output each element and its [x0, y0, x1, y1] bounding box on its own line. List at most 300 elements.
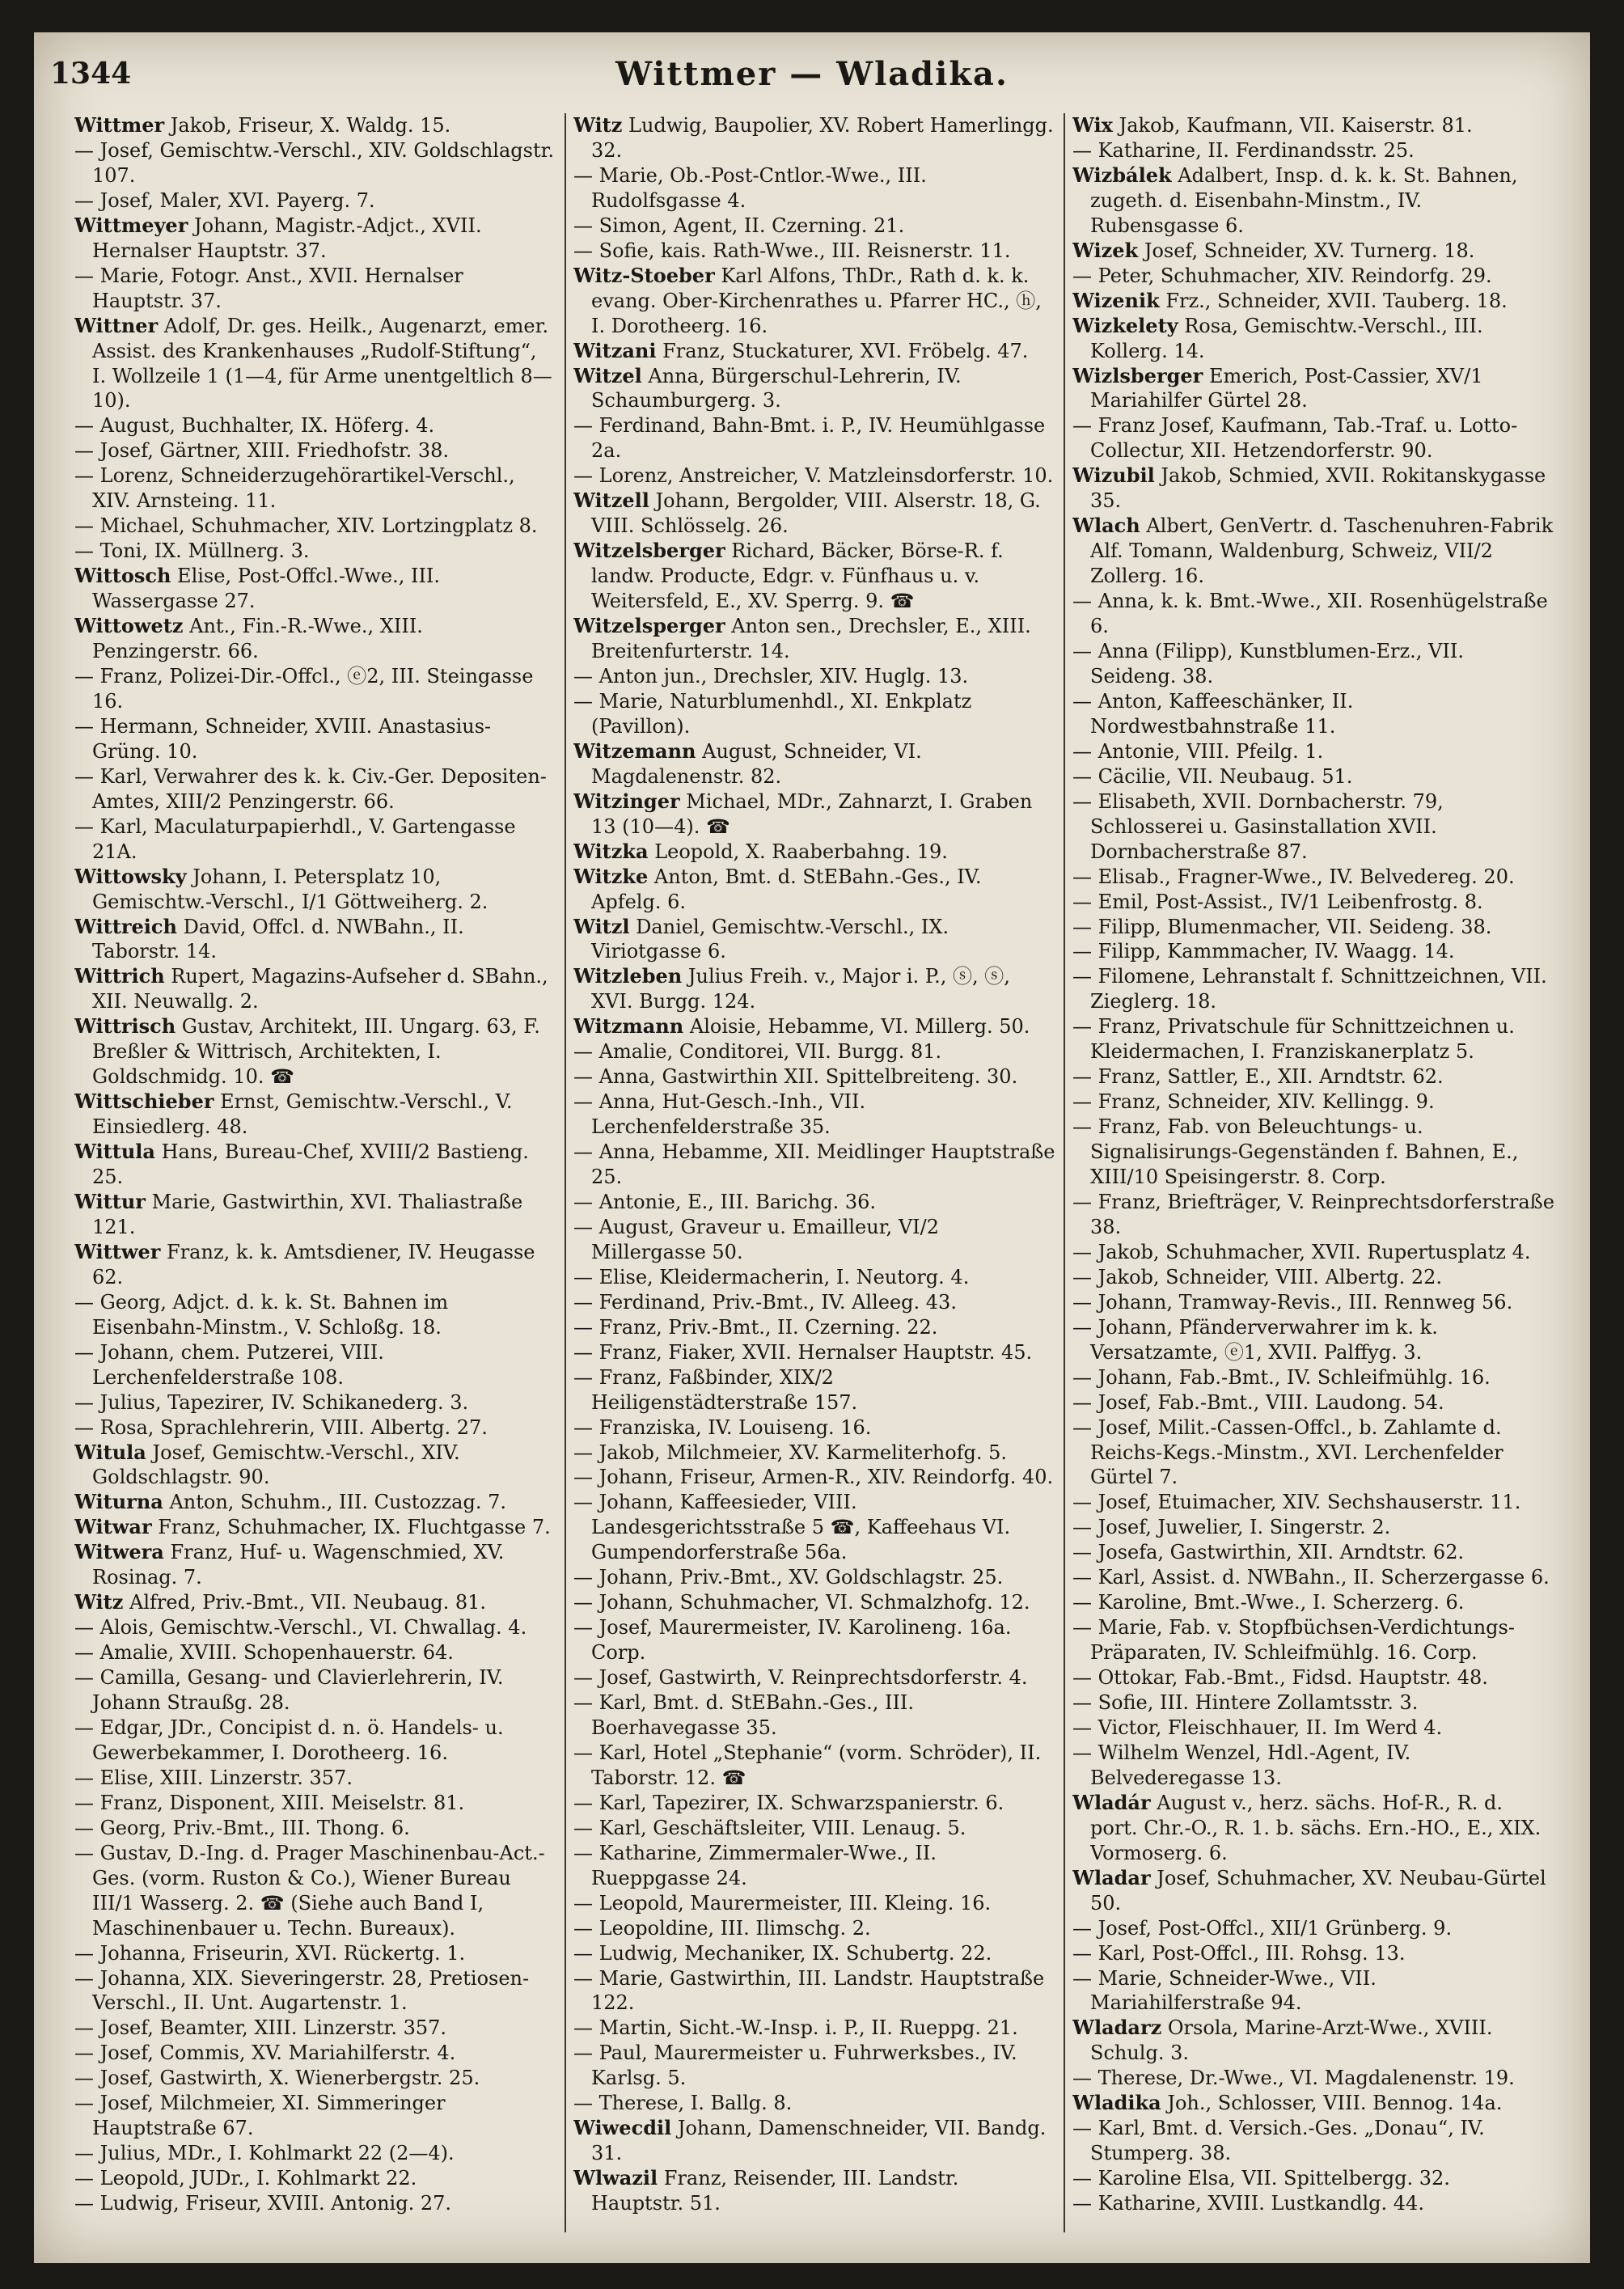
- entry-surname: Witzl: [573, 914, 630, 938]
- entry-text: — Anna, Gastwirthin XII. Spittelbreiteng. 30.: [573, 1065, 1018, 1089]
- entry-text: Albert, GenVertr. d. Taschenuhren-Fabrik Alf. Tomann, Waldenburg, Schweiz, VII/2 Zollerg. 16.: [1090, 514, 1554, 588]
- directory-entry: [573, 1415, 1055, 1441]
- directory-entry: [1072, 1515, 1554, 1540]
- directory-entry: [1072, 1089, 1554, 1115]
- directory-entry: [74, 2091, 556, 2141]
- entry-text: Anton, Schuhm., III. Custozzag. 7.: [169, 1491, 507, 1514]
- directory-entry: [74, 1640, 556, 1665]
- directory-entry: [573, 1841, 1055, 1891]
- entry-text: — Ottokar, Fab.-Bmt., Fidsd. Hauptstr. 48.: [1072, 1666, 1488, 1690]
- directory-entry: [1072, 413, 1554, 463]
- directory-entry: [74, 1716, 556, 1766]
- directory-entry: [74, 1140, 556, 1190]
- directory-entry: [1072, 1565, 1554, 1590]
- directory-entry: [573, 1190, 1055, 1215]
- directory-entry: [573, 865, 1055, 915]
- directory-entry: [573, 1014, 1055, 1039]
- directory-entry: [1072, 915, 1554, 940]
- entry-surname: Wizek: [1072, 238, 1139, 262]
- directory-entry: [1072, 163, 1554, 239]
- entry-text: — Elisabeth, XVII. Dornbacherstr. 79, Schlosserei u. Gasinstallation XVII. Dornbacherstraße 87.: [1072, 789, 1444, 863]
- entry-text: — Franz, Fab. von Beleuchtungs- u. Signalisirungs-Gegenständen f. Bahnen, E., XIII/10 Speisingerstr. 8. Corp.: [1072, 1115, 1519, 1189]
- directory-entry: [573, 915, 1055, 965]
- directory-entry: [573, 1891, 1055, 1916]
- entry-text: — Jakob, Schneider, VIII. Albertg. 22.: [1072, 1265, 1443, 1288]
- entry-surname: Witz: [74, 1590, 124, 1614]
- page-header: [34, 57, 1590, 113]
- directory-entry: [573, 1365, 1055, 1415]
- directory-entry: [74, 2166, 556, 2191]
- directory-entry: [74, 1615, 556, 1640]
- directory-entry: [573, 264, 1055, 339]
- entry-text: — Josef, Post-Offcl., XII/1 Grünberg. 9.: [1072, 1916, 1453, 1940]
- entry-text: Daniel, Gemischtw.-Verschl., IX. Viriotgasse 6.: [591, 915, 949, 963]
- directory-entry: [1072, 890, 1554, 915]
- directory-entry: [573, 1966, 1055, 2016]
- entry-text: — Karl, Tapezirer, IX. Schwarzspanierstr. 6.: [573, 1791, 1004, 1814]
- columns-area: [74, 113, 1554, 2232]
- directory-entry: [573, 1441, 1055, 1466]
- entry-text: — Amalie, Conditorei, VII. Burgg. 81.: [573, 1040, 942, 1064]
- entry-text: — Wilhelm Wenzel, Hdl.-Agent, IV. Belvederegasse 13.: [1072, 1741, 1411, 1789]
- directory-entry: [573, 1089, 1055, 1140]
- entry-text: — Franz, Priv.-Bmt., II. Czerning. 22.: [573, 1315, 938, 1339]
- directory-entry: [1072, 239, 1554, 264]
- directory-entry: [573, 1565, 1055, 1590]
- directory-entry: [1072, 939, 1554, 964]
- directory-entry: [1072, 2066, 1554, 2091]
- directory-entry: [573, 113, 1055, 163]
- directory-entry: [74, 1791, 556, 1816]
- entry-text: Franz, Reisender, III. Landstr. Hauptstr. 51.: [591, 2167, 959, 2215]
- entry-text: — Franz, Disponent, XIII. Meiselstr. 81.: [74, 1791, 465, 1814]
- directory-entry: [573, 964, 1055, 1014]
- entry-surname: Witzelsberger: [573, 539, 725, 563]
- entry-surname: Wittosch: [74, 564, 171, 588]
- entry-text: — Karl, Bmt. d. Versich.-Ges. „Donau“, IV. Stumperg. 38.: [1072, 2117, 1485, 2165]
- directory-entry: [74, 314, 556, 414]
- entry-text: — Georg, Adjct. d. k. k. St. Bahnen im Eisenbahn-Minstm., V. Schloßg. 18.: [74, 1290, 449, 1339]
- entry-surname: Witzmann: [573, 1014, 684, 1039]
- entry-text: Johann, I. Petersplatz 10, Gemischtw.-Verschl., I/1 Göttweiherg. 2.: [92, 865, 488, 913]
- directory-entry: [573, 2091, 1055, 2116]
- directory-entry: [573, 1039, 1055, 1064]
- entry-text: — Amalie, XVIII. Schopenhauerstr. 64.: [74, 1641, 454, 1665]
- directory-entry: [74, 2191, 556, 2216]
- directory-entry: [1072, 138, 1554, 163]
- entry-surname: Wizenik: [1072, 288, 1160, 312]
- directory-entry: [1072, 1690, 1554, 1716]
- entry-text: — Josef, Fab.-Bmt., VIII. Laudong. 54.: [1072, 1390, 1444, 1414]
- entry-text: Anton, Bmt. d. StEBahn.-Ges., IV. Apfelg. 6.: [591, 865, 982, 913]
- directory-entry: [1072, 1665, 1554, 1690]
- entry-surname: Wittowsky: [74, 864, 187, 888]
- directory-entry: [1072, 1540, 1554, 1565]
- directory-entry: [1072, 1064, 1554, 1089]
- directory-entry: [1072, 2116, 1554, 2166]
- directory-entry: [1072, 2166, 1554, 2191]
- directory-entry: [573, 1064, 1055, 1089]
- entry-text: — Alois, Gemischtw.-Verschl., VI. Chwallag. 4.: [74, 1616, 527, 1640]
- directory-entry: [573, 2116, 1055, 2166]
- entry-text: Adalbert, Insp. d. k. k. St. Bahnen, zugeth. d. Eisenbahn-Minstm., IV. Rubensgasse 6.: [1090, 163, 1518, 237]
- directory-entry: [1072, 1315, 1554, 1365]
- entry-text: — Martin, Sicht.-W.-Insp. i. P., II. Rueppg. 21.: [573, 2016, 1018, 2040]
- entry-surname: Witzelsperger: [573, 614, 725, 638]
- entry-text: Franz, Stuckaturer, XVI. Fröbelg. 47.: [662, 339, 1029, 362]
- entry-text: Johann, Magistr.-Adjct., XVII. Hernalser Hauptstr. 37.: [92, 214, 482, 262]
- directory-entry: [1072, 739, 1554, 764]
- entry-surname: Witzell: [573, 489, 649, 513]
- directory-entry: [1072, 1966, 1554, 2016]
- directory-entry: [573, 664, 1055, 689]
- directory-entry: [1072, 2191, 1554, 2216]
- directory-entry: [1072, 1866, 1554, 1916]
- entry-text: — Hermann, Schneider, XVIII. Anastasius-Grüng. 10.: [74, 714, 492, 763]
- directory-entry: [74, 539, 556, 564]
- entry-text: — Johann, chem. Putzerei, VIII. Lerchenfelderstraße 108.: [74, 1340, 384, 1389]
- entry-surname: Witz: [573, 113, 623, 137]
- entry-surname: Wittowetz: [74, 614, 184, 638]
- entry-text: — Johanna, Friseurin, XVI. Rückertg. 1.: [74, 1941, 466, 1965]
- entry-text: — Josef, Milit.-Cassen-Offcl., b. Zahlamte d. Reichs-Kegs.-Minstm., XVI. Lerchenfelder Gürtel 7.: [1072, 1415, 1503, 1489]
- directory-entry: [1072, 1716, 1554, 1741]
- entry-text: Joh., Schlosser, VIII. Bennog. 14a.: [1167, 2092, 1503, 2115]
- directory-entry: [74, 413, 556, 438]
- entry-text: — Michael, Schuhmacher, XIV. Lortzingplatz 8.: [74, 514, 538, 538]
- entry-surname: Wittula: [74, 1140, 155, 1164]
- entry-text: Leopold, X. Raaberbahng. 19.: [654, 840, 948, 863]
- entry-text: — Gustav, D.-Ing. d. Prager Maschinenbau-Act.-Ges. (vorm. Ruston & Co.), Wiener Bureau III/1 Wasserg. 2. ☎ (Siehe auch Band I, Maschinenbauer u. Techn. Bureaux).: [74, 1841, 545, 1940]
- entry-text: David, Offcl. d. NWBahn., II. Taborstr. 14.: [92, 915, 464, 963]
- entry-text: — Marie, Fab. v. Stopfbüchsen-Verdichtungs-Präparaten, IV. Schleifmühlg. 16. Corp.: [1072, 1616, 1515, 1665]
- entry-text: — Marie, Schneider-Wwe., VII. Mariahilferstraße 94.: [1072, 1966, 1377, 2015]
- directory-entry: [74, 1190, 556, 1240]
- entry-text: — Franz, Schneider, XIV. Kellingg. 9.: [1072, 1090, 1435, 1114]
- entry-surname: Witzinger: [573, 789, 680, 813]
- entry-text: Frz., Schneider, XVII. Tauberg. 18.: [1165, 289, 1508, 312]
- entry-text: — Ludwig, Mechaniker, IX. Schubertg. 22.: [573, 1941, 992, 1965]
- entry-text: — Antonie, E., III. Barichg. 36.: [573, 1190, 876, 1213]
- entry-surname: Wlach: [1072, 514, 1140, 538]
- entry-surname: Wiwecdil: [573, 2116, 672, 2140]
- entry-text: — Marie, Gastwirthin, III. Landstr. Hauptstraße 122.: [573, 1966, 1045, 2015]
- entry-text: — Karl, Bmt. d. StEBahn.-Ges., III. Boerhavegasse 35.: [573, 1691, 915, 1739]
- directory-entry: [74, 1415, 556, 1441]
- entry-surname: Witula: [74, 1440, 146, 1464]
- directory-entry: [74, 1941, 556, 1966]
- entry-text: — Anton jun., Drechsler, XIV. Huglg. 13.: [573, 664, 969, 688]
- entry-text: — Josefa, Gastwirthin, XII. Arndtstr. 62.: [1072, 1541, 1465, 1564]
- entry-text: Marie, Gastwirthin, XVI. Thaliastraße 121.: [92, 1190, 523, 1238]
- entry-text: — Katharine, Zimmermaler-Wwe., II. Rueppgasse 24.: [573, 1841, 937, 1889]
- directory-entry: [573, 1791, 1055, 1816]
- entry-surname: Wizkelety: [1072, 313, 1178, 337]
- entry-text: — Johann, Schuhmacher, VI. Schmalzhofg. 12.: [573, 1591, 1030, 1614]
- directory-entry: [573, 463, 1055, 489]
- entry-text: — Cäcilie, VII. Neubaug. 51.: [1072, 764, 1353, 788]
- directory-entry: [74, 1540, 556, 1590]
- directory-entry: [1072, 789, 1554, 865]
- entry-text: Hans, Bureau-Chef, XVIII/2 Bastieng. 25.: [92, 1140, 529, 1189]
- entry-text: Jakob, Kaufmann, VII. Kaiserstr. 81.: [1119, 114, 1473, 137]
- entry-text: — Karl, Post-Offcl., III. Rohsg. 13.: [1072, 1941, 1406, 1965]
- entry-text: — Anna, k. k. Bmt.-Wwe., XII. Rosenhügelstraße 6.: [1072, 590, 1548, 638]
- directory-entry: [74, 514, 556, 539]
- entry-text: — Ludwig, Friseur, XVIII. Antonig. 27.: [74, 2192, 452, 2215]
- entry-text: — Franz, Faßbinder, XIX/2 Heiligenstädterstraße 157.: [573, 1365, 858, 1414]
- directory-entry: [573, 2016, 1055, 2041]
- directory-entry: [74, 1665, 556, 1716]
- entry-text: — Anton, Kaffeeschänker, II. Nordwestbahnstraße 11.: [1072, 689, 1354, 738]
- entry-text: — Josef, Maurermeister, IV. Karolineng. 16a. Corp.: [573, 1616, 1012, 1665]
- directory-entry: [74, 1390, 556, 1415]
- entry-text: — Franz, Privatschule für Schnittzeichnen u. Kleidermachen, I. Franziskanerplatz 5.: [1072, 1015, 1515, 1064]
- entry-surname: Witzani: [573, 338, 657, 362]
- directory-entry: [573, 1215, 1055, 1265]
- entry-text: Anton sen., Drechsler, E., XIII. Breitenfurterstr. 14.: [591, 615, 1031, 663]
- entry-surname: Wladár: [1072, 1790, 1151, 1814]
- entry-text: — Johann, Kaffeesieder, VIII. Landesgerichtsstraße 5 ☎, Kaffeehaus VI. Gumpendorferstraße 56a.: [573, 1491, 1011, 1564]
- directory-entry: [74, 1966, 556, 2016]
- entry-text: Ludwig, Baupolier, XV. Robert Hamerlingg. 32.: [591, 114, 1054, 162]
- entry-surname: Wittmeyer: [74, 213, 188, 237]
- directory-entry: [74, 214, 556, 264]
- directory-entry: [74, 2141, 556, 2166]
- entry-text: — Josef, Juwelier, I. Singerstr. 2.: [1072, 1516, 1391, 1539]
- directory-entry: [573, 1590, 1055, 1615]
- entry-text: — Franziska, IV. Louiseng. 16.: [573, 1415, 872, 1439]
- entry-surname: Witurna: [74, 1490, 163, 1514]
- entry-text: — Julius, MDr., I. Kohlmarkt 22 (2—4).: [74, 2142, 455, 2165]
- entry-text: Johann, Damenschneider, VII. Bandg. 31.: [591, 2117, 1047, 2165]
- entry-surname: Wladika: [1072, 2091, 1161, 2115]
- entry-surname: Witwera: [74, 1540, 164, 1564]
- directory-entry: [573, 413, 1055, 463]
- entry-text: — August, Graveur u. Emailleur, VI/2 Millergasse 50.: [573, 1215, 939, 1263]
- entry-text: — Ferdinand, Priv.-Bmt., IV. Alleeg. 43.: [573, 1290, 957, 1314]
- directory-entry: [573, 364, 1055, 414]
- directory-entry: [74, 463, 556, 514]
- directory-entry: [1072, 364, 1554, 414]
- directory-entry: [74, 964, 556, 1014]
- entry-text: Ant., Fin.-R.-Wwe., XIII. Penzingerstr. 66.: [92, 615, 423, 663]
- entry-text: — Sofie, III. Hintere Zollamtsstr. 3.: [1072, 1691, 1419, 1715]
- entry-surname: Wittrich: [74, 964, 165, 988]
- entry-text: — Elise, XIII. Linzerstr. 357.: [74, 1766, 353, 1789]
- column-2: [573, 113, 1055, 2232]
- entry-text: — Josef, Gastwirth, X. Wienerbergstr. 25.: [74, 2067, 480, 2090]
- directory-entry: [74, 1841, 556, 1941]
- entry-text: — Therese, I. Ballg. 8.: [573, 2092, 793, 2115]
- entry-text: Gustav, Architekt, III. Ungarg. 63, F. Breßler & Wittrisch, Architekten, I. Goldschmidg. 10. ☎: [92, 1015, 540, 1089]
- directory-entry: [573, 239, 1055, 264]
- entry-text: — Rosa, Sprachlehrerin, VIII. Albertg. 27.: [74, 1415, 488, 1439]
- entry-text: — Julius, Tapezirer, IV. Schikanederg. 3.: [74, 1390, 469, 1414]
- directory-entry: [573, 1315, 1055, 1340]
- directory-entry: [74, 1014, 556, 1089]
- directory-page: [34, 32, 1590, 2263]
- directory-entry: [1072, 865, 1554, 890]
- entry-surname: Witzel: [573, 363, 642, 387]
- entry-text: — Karl, Assist. d. NWBahn., II. Scherzergasse 6.: [1072, 1566, 1550, 1589]
- directory-entry: [573, 163, 1055, 214]
- directory-entry: [74, 1089, 556, 1140]
- entry-text: Jakob, Schmied, XVII. Rokitanskygasse 35.: [1090, 464, 1546, 513]
- entry-surname: Wittreich: [74, 914, 177, 938]
- entry-text: — Toni, IX. Müllnerg. 3.: [74, 539, 310, 563]
- entry-text: — Franz, Briefträger, V. Reinprechtsdorferstraße 38.: [1072, 1190, 1554, 1238]
- directory-entry: [1072, 1115, 1554, 1190]
- directory-entry: [74, 1515, 556, 1540]
- entry-text: — Karl, Geschäftsleiter, VIII. Lenaug. 5.: [573, 1816, 966, 1839]
- entry-text: — Johann, Tramway-Revis., III. Rennweg 56.: [1072, 1290, 1513, 1314]
- directory-entry: [74, 564, 556, 614]
- entry-text: — Leopold, Maurermeister, III. Kleing. 16.: [573, 1891, 992, 1915]
- directory-entry: [573, 1490, 1055, 1565]
- entry-surname: Wizlsberger: [1072, 363, 1203, 387]
- entry-text: — Sofie, kais. Rath-Wwe., III. Reisnerstr. 11.: [573, 239, 1011, 262]
- entry-text: — Franz, Fiaker, XVII. Hernalser Hauptstr. 45.: [573, 1340, 1033, 1364]
- entry-text: — Anna, Hebamme, XII. Meidlinger Hauptstraße 25.: [573, 1140, 1055, 1189]
- directory-entry: [74, 264, 556, 314]
- entry-text: Richard, Bäcker, Börse-R. f. landw. Producte, Edgr. v. Fünfhaus u. v. Weitersfeld, E., XV. Sperrg. 9. ☎: [591, 539, 1004, 613]
- directory-entry: [573, 689, 1055, 739]
- entry-text: Adolf, Dr. ges. Heilk., Augenarzt, emer. Assist. des Krankenhauses „Rudolf-Stiftung“, I. Wollzeile 1 (1—4, für Arme unentgeltlich 8—10).: [92, 314, 552, 413]
- entry-surname: Wittrisch: [74, 1014, 176, 1039]
- directory-entry: [74, 138, 556, 188]
- directory-entry: [74, 1290, 556, 1340]
- directory-entry: [1072, 689, 1554, 739]
- directory-entry: [573, 489, 1055, 539]
- entry-text: Alfred, Priv.-Bmt., VII. Neubaug. 81.: [129, 1591, 487, 1614]
- directory-entry: [573, 1816, 1055, 1841]
- column-rule: [565, 113, 566, 2232]
- directory-entry: [1072, 1490, 1554, 1515]
- entry-text: — Johanna, XIX. Sieveringerstr. 28, Pretiosen-Verschl., II. Unt. Augartenstr. 1.: [74, 1966, 530, 2015]
- entry-text: — Karl, Hotel „Stephanie“ (vorm. Schröder), II. Taborstr. 12. ☎: [573, 1741, 1042, 1789]
- directory-entry: [1072, 1390, 1554, 1415]
- running-head: Wittmer — Wladika.: [615, 55, 1009, 93]
- entry-text: — Emil, Post-Assist., IV/1 Leibenfrostg. 8.: [1072, 890, 1483, 913]
- entry-text: — Marie, Fotogr. Anst., XVII. Hernalser Hauptstr. 37.: [74, 264, 463, 312]
- entry-text: Ernst, Gemischtw.-Verschl., V. Einsiedlerg. 48.: [92, 1090, 513, 1139]
- entry-text: — Marie, Naturblumenhdl., XI. Enkplatz (Pavillon).: [573, 689, 972, 738]
- entry-surname: Wittschieber: [74, 1089, 214, 1114]
- entry-text: — Filomene, Lehranstalt f. Schnittzeichnen, VII. Zieglerg. 18.: [1072, 965, 1547, 1013]
- directory-entry: [1072, 639, 1554, 689]
- entry-text: — August, Buchhalter, IX. Höferg. 4.: [74, 414, 435, 438]
- entry-text: — Lorenz, Anstreicher, V. Matzleinsdorferstr. 10.: [573, 464, 1054, 488]
- entry-text: — Josef, Gärtner, XIII. Friedhofstr. 38.: [74, 439, 450, 463]
- entry-text: — Edgar, JDr., Concipist d. n. ö. Handels- u. Gewerbekammer, I. Dorotheerg. 16.: [74, 1716, 504, 1764]
- directory-entry: [573, 1465, 1055, 1490]
- entry-surname: Wittner: [74, 313, 159, 337]
- directory-entry: [1072, 264, 1554, 289]
- entry-text: Josef, Schneider, XV. Turnerg. 18.: [1144, 239, 1475, 262]
- entry-text: — Jakob, Milchmeier, XV. Karmeliterhofg. 5.: [573, 1441, 1008, 1464]
- directory-entry: [573, 739, 1055, 789]
- entry-surname: Wladarz: [1072, 2016, 1162, 2040]
- directory-entry: [74, 714, 556, 764]
- entry-surname: Witz-Stoeber: [573, 263, 715, 287]
- directory-entry: [573, 214, 1055, 239]
- entry-text: — Paul, Maurermeister u. Fuhrwerksbes., IV. Karlsg. 5.: [573, 2041, 1017, 2090]
- entry-text: Michael, MDr., Zahnarzt, I. Graben 13 (10—4). ☎: [591, 789, 1033, 838]
- entry-surname: Wittmer: [74, 113, 165, 137]
- entry-text: August v., herz. sächs. Hof-R., R. d. port. Chr.-O., R. 1. b. sächs. Ern.-HO., E., XIX. Vormoserg. 6.: [1090, 1791, 1542, 1864]
- directory-entry: [573, 1665, 1055, 1690]
- entry-text: — Therese, Dr.-Wwe., VI. Magdalenenstr. 19.: [1072, 2067, 1515, 2090]
- entry-text: — Katharine, II. Ferdinandsstr. 25.: [1072, 138, 1415, 162]
- entry-text: — Anna (Filipp), Kunstblumen-Erz., VII. Seideng. 38.: [1072, 640, 1464, 688]
- entry-text: — Anna, Hut-Gesch.-Inh., VII. Lerchenfelderstraße 35.: [573, 1090, 866, 1139]
- entry-text: — Karoline, Bmt.-Wwe., I. Scherzerg. 6.: [1072, 1591, 1465, 1614]
- entry-text: Emerich, Post-Cassier, XV/1 Mariahilfer Gürtel 28.: [1090, 364, 1483, 413]
- directory-entry: [1072, 463, 1554, 514]
- directory-entry: [74, 1441, 556, 1491]
- directory-entry: [573, 1615, 1055, 1665]
- entry-surname: Wittwer: [74, 1239, 161, 1263]
- entry-text: — Ferdinand, Bahn-Bmt. i. P., IV. Heumühlgasse 2a.: [573, 414, 1046, 463]
- entry-text: Franz, k. k. Amtsdiener, IV. Heugasse 62.: [92, 1240, 535, 1288]
- entry-text: — Victor, Fleischhauer, II. Im Werd 4.: [1072, 1716, 1443, 1739]
- directory-entry: [1072, 1240, 1554, 1265]
- directory-entry: [74, 1766, 556, 1791]
- directory-entry: [573, 1290, 1055, 1315]
- directory-entry: [1072, 314, 1554, 364]
- entry-text: Johann, Bergolder, VIII. Alserstr. 18, G. VIII. Schlösselg. 26.: [591, 489, 1041, 538]
- entry-text: — Leopoldine, III. Ilimschg. 2.: [573, 1916, 871, 1940]
- directory-entry: [74, 188, 556, 214]
- entry-text: Rosa, Gemischtw.-Verschl., III. Kollerg. 14.: [1090, 314, 1483, 362]
- page-number: 1344: [50, 57, 132, 91]
- directory-entry: [1072, 1014, 1554, 1064]
- directory-entry: [74, 2041, 556, 2066]
- directory-entry: [1072, 964, 1554, 1014]
- entry-text: — Johann, Fab.-Bmt., IV. Schleifmühlg. 16.: [1072, 1365, 1491, 1389]
- entry-surname: Wix: [1072, 113, 1113, 137]
- directory-entry: [74, 1590, 556, 1615]
- directory-entry: [1072, 1615, 1554, 1665]
- column-rule: [1064, 113, 1065, 2232]
- entry-text: — Franz, Polizei-Dir.-Offcl., ⓔ2, III. Steingasse 16.: [74, 664, 534, 713]
- entry-surname: Witzke: [573, 864, 649, 888]
- entry-surname: Wizbálek: [1072, 163, 1172, 187]
- directory-entry: [573, 1265, 1055, 1290]
- entry-text: Josef, Schuhmacher, XV. Neubau-Gürtel 50.: [1090, 1866, 1546, 1915]
- entry-text: Franz, Huf- u. Wagenschmied, XV. Rosinag. 7.: [92, 1541, 505, 1589]
- directory-entry: [1072, 1590, 1554, 1615]
- entry-text: — Filipp, Kammmacher, IV. Waagg. 14.: [1072, 940, 1455, 963]
- directory-entry: [573, 1916, 1055, 1941]
- directory-entry: [1072, 1916, 1554, 1941]
- directory-entry: [74, 614, 556, 664]
- entry-surname: Witzka: [573, 839, 649, 863]
- entry-text: Aloisie, Hebamme, VI. Millerg. 50.: [689, 1015, 1030, 1039]
- entry-text: — Josef, Etuimacher, XIV. Sechshauserstr. 11.: [1072, 1491, 1521, 1514]
- directory-entry: [1072, 2091, 1554, 2116]
- directory-entry: [74, 814, 556, 865]
- directory-entry: [573, 539, 1055, 614]
- directory-entry: [573, 1941, 1055, 1966]
- directory-entry: [74, 2066, 556, 2091]
- entry-surname: Witwar: [74, 1515, 152, 1539]
- directory-entry: [573, 1690, 1055, 1741]
- directory-entry: [573, 1741, 1055, 1791]
- entry-text: Karl Alfons, ThDr., Rath d. k. k. evang. Ober-Kirchenrathes u. Pfarrer HC., ⓗ, I. Dorotheerg. 16.: [591, 264, 1042, 337]
- entry-text: — Antonie, VIII. Pfeilg. 1.: [1072, 739, 1324, 763]
